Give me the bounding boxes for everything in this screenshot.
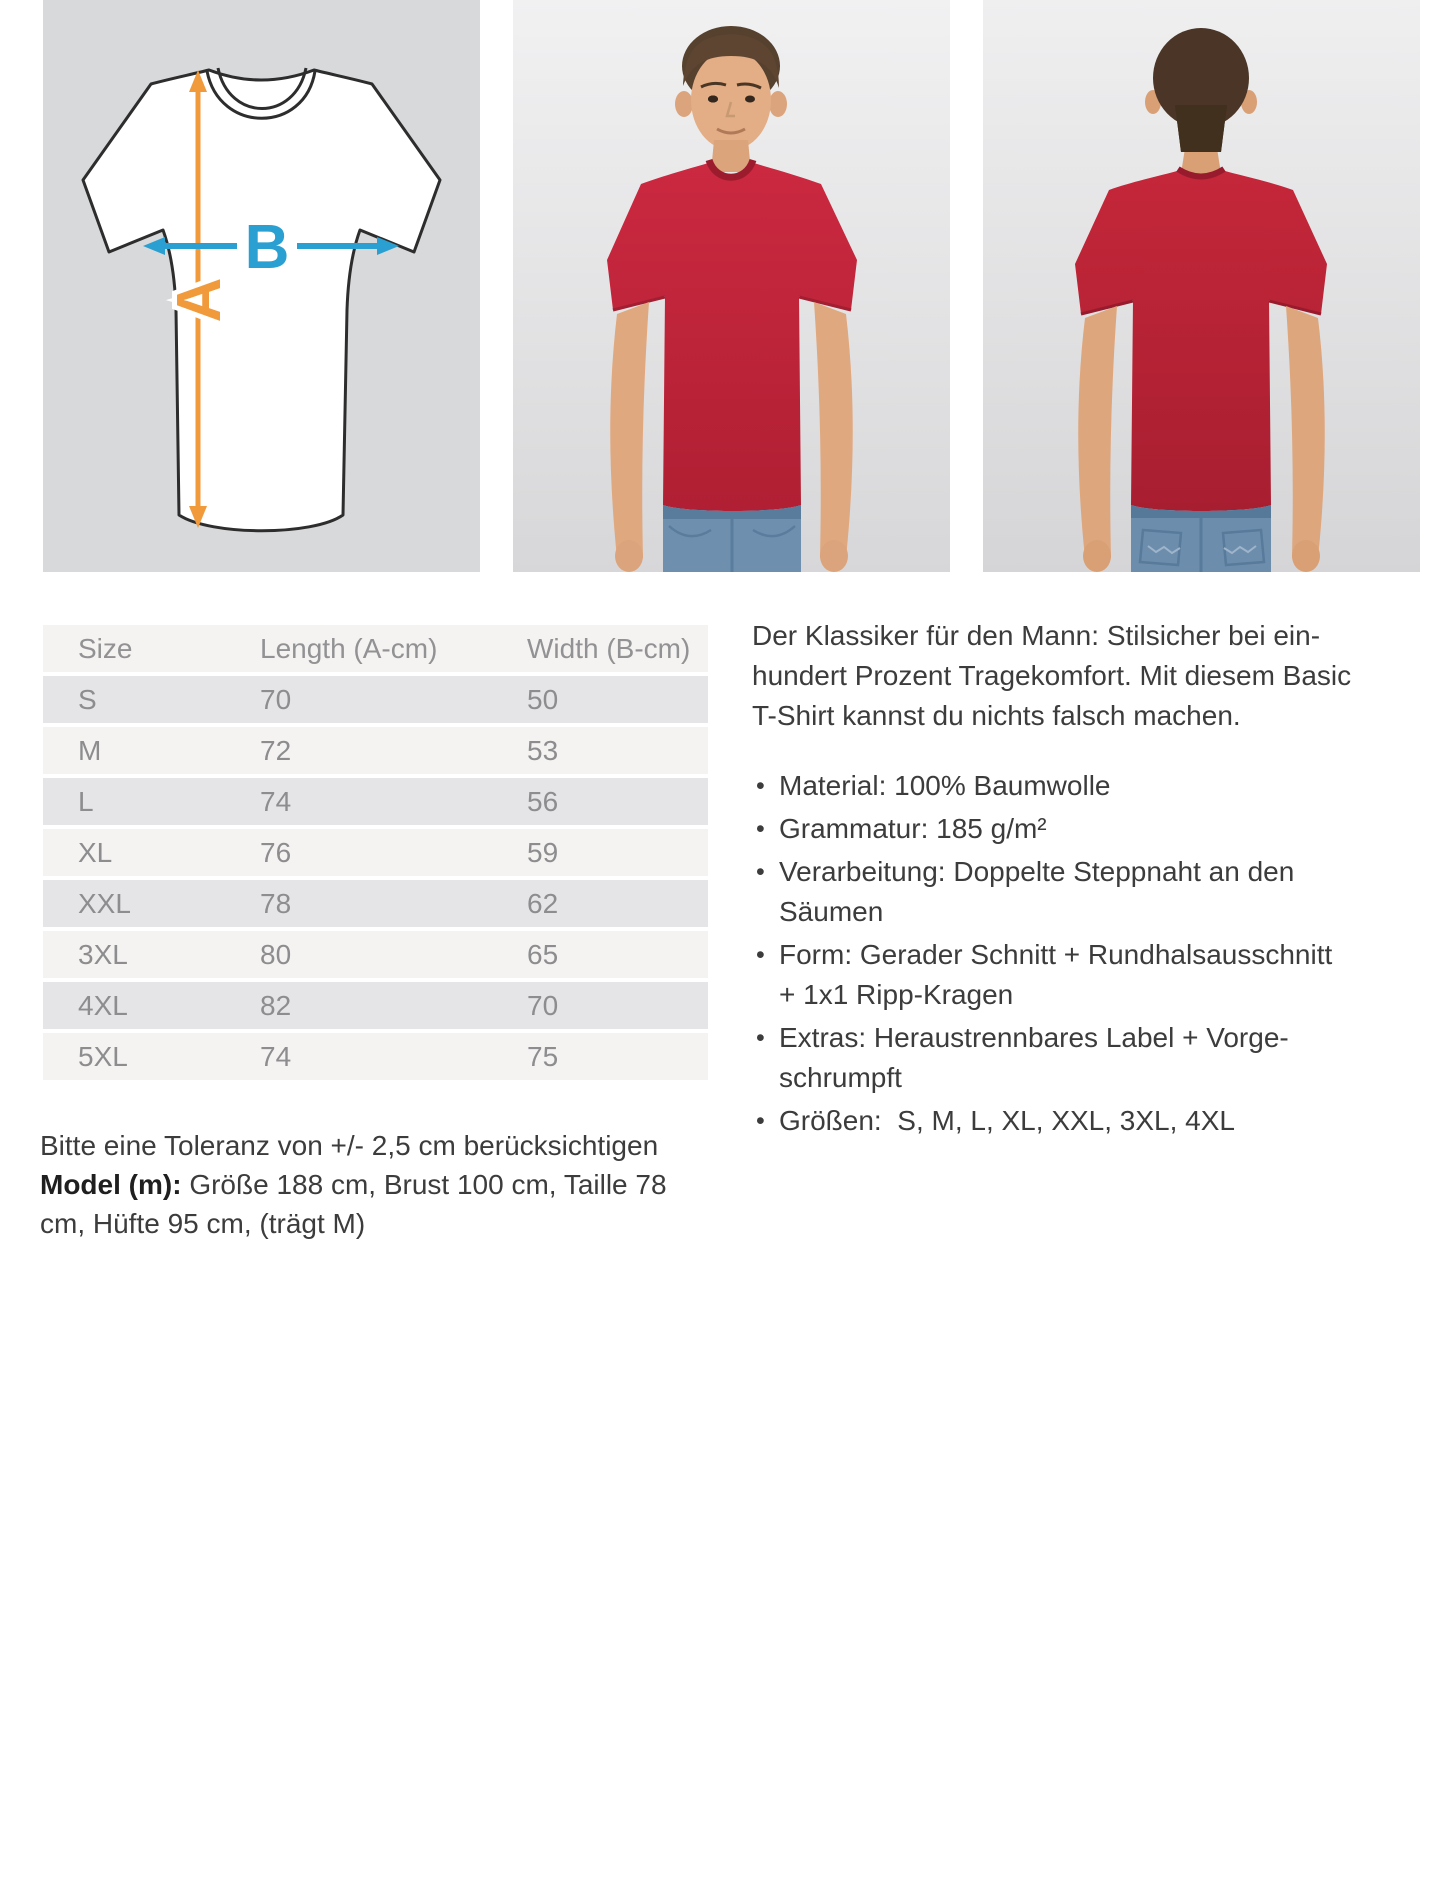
feature-item — [752, 1101, 1352, 1141]
model-info-label: Model (m): — [40, 1169, 182, 1200]
feature-text: Extras: Heraustrennbares Label + Vorgeschrumpft — [779, 1022, 1289, 1093]
cell-length: 80 — [260, 938, 292, 970]
tolerance-block — [40, 1126, 668, 1243]
table-row — [43, 1033, 708, 1080]
cell-size: 3XL — [78, 938, 128, 970]
cell-length: 70 — [260, 683, 292, 715]
cell-width: 65 — [527, 938, 559, 970]
model-front-illustration — [513, 0, 950, 572]
cell-length: 76 — [260, 836, 292, 868]
cell-width: 56 — [527, 785, 559, 817]
feature-text: Grammatur: 185 g/m² — [779, 813, 1047, 844]
tolerance-note: Bitte eine Toleranz von +/- 2,5 cm berücksichtigen — [40, 1130, 659, 1161]
model-back-photo[interactable] — [983, 0, 1420, 572]
cell-size: 4XL — [78, 989, 128, 1021]
feature-text: Form: Gerader Schnitt + Rundhalsausschnitt + 1x1 Ripp-Kragen — [779, 939, 1333, 1010]
cell-width: 59 — [527, 836, 559, 868]
bullet-icon: • — [756, 941, 765, 969]
cell-size: XL — [78, 836, 113, 868]
bullet-icon: • — [756, 858, 765, 886]
cell-width: 62 — [527, 887, 559, 919]
cell-size: M — [78, 734, 102, 766]
product-description — [752, 616, 1352, 1144]
feature-item — [752, 1018, 1352, 1098]
cell-length: 74 — [260, 785, 292, 817]
size-chart-table — [43, 621, 708, 1084]
feature-text: Größen: S, M, L, XL, XXL, 3XL, 4XL — [779, 1105, 1235, 1136]
cell-width: 70 — [527, 989, 559, 1021]
feature-text: Material: 100% Baumwolle — [779, 770, 1111, 801]
cell-width: 75 — [527, 1040, 559, 1072]
model-back-illustration — [983, 0, 1420, 572]
bullet-icon: • — [756, 1024, 765, 1052]
label-b: B — [244, 213, 290, 282]
feature-item — [752, 766, 1352, 806]
model-front-photo[interactable] — [513, 0, 950, 572]
table-row — [43, 778, 708, 825]
description-intro: Der Klassiker für den Mann: Stilsicher bei einhundert Prozent Tragekomfort. Mit diesem Basic T-Shirt kannst du nichts falsch machen. — [752, 620, 1352, 731]
table-row — [43, 829, 708, 876]
table-row — [43, 931, 708, 978]
cell-width: 53 — [527, 734, 559, 766]
cell-size: XXL — [78, 887, 131, 919]
size-diagram-image[interactable] — [43, 0, 480, 572]
feature-text: Verarbeitung: Doppelte Steppnaht an den Säumen — [779, 856, 1295, 927]
column-header-length: Length (A-cm) — [260, 632, 438, 664]
cell-size: S — [78, 683, 97, 715]
table-row — [43, 727, 708, 774]
cell-length: 74 — [260, 1040, 292, 1072]
cell-size: L — [78, 785, 94, 817]
table-row — [43, 676, 708, 723]
bullet-icon: • — [756, 772, 765, 800]
table-header-row — [43, 625, 708, 672]
cell-size: 5XL — [78, 1040, 128, 1072]
feature-item — [752, 935, 1352, 1015]
tshirt-measurement-diagram — [43, 0, 480, 572]
cell-length: 72 — [260, 734, 292, 766]
feature-list — [752, 766, 1352, 1141]
feature-item — [752, 852, 1352, 932]
model-info — [40, 1165, 668, 1243]
model-info-text: Größe 188 cm, Brust 100 cm, Taille 78 cm, Hüfte 95 cm, (trägt M) — [40, 1169, 667, 1239]
cell-width: 50 — [527, 683, 559, 715]
cell-length: 78 — [260, 887, 292, 919]
bullet-icon: • — [756, 815, 765, 843]
feature-item — [752, 809, 1352, 849]
table-row — [43, 982, 708, 1029]
column-header-width: Width (B-cm) — [527, 632, 691, 664]
bullet-icon: • — [756, 1107, 765, 1135]
column-header-size: Size — [78, 632, 133, 664]
table-row — [43, 880, 708, 927]
cell-length: 82 — [260, 989, 292, 1021]
label-a: A — [165, 277, 234, 323]
